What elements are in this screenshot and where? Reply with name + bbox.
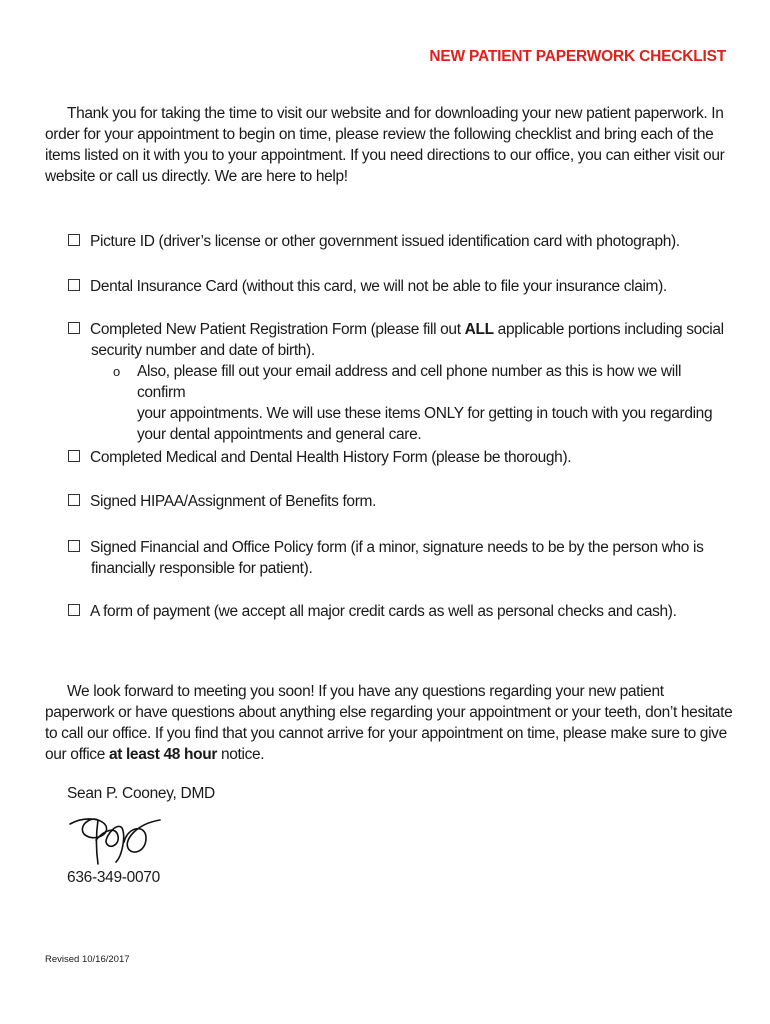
checklist-item-hipaa [68, 491, 733, 512]
checkbox-icon [68, 540, 80, 552]
checklist-item-label: A form of payment (we accept all major credit cards as well as personal checks and cash). [90, 603, 677, 620]
checklist-item-health-history [68, 447, 733, 468]
checkbox-icon [68, 322, 80, 334]
closing-paragraph: We look forward to meeting you soon! If you have any questions regarding your new patient paperwork or have questions about anything else regarding your appointment or your teeth, don’t hesitate to call our office. If you find that you cannot arrive for your appointment on time, please make sure to give our office at least 48 hour notice. [45, 683, 733, 763]
emphasis-all: ALL [464, 321, 494, 338]
phone-number: 636-349-0070 [67, 869, 160, 886]
intro-paragraph [45, 103, 735, 187]
intro-text: Thank you for taking the time to visit our website and for downloading your new patient paperwork. In order for your appointment to begin on time, please review the following checklist and bring each of the items listed on it with you to your appointment. If you need directions to our office, you can either visit our website or call us directly. We are here to help! [45, 105, 725, 185]
revised-date: Revised 10/16/2017 [45, 954, 130, 965]
checklist-item-label: Signed HIPAA/Assignment of Benefits form. [90, 493, 377, 510]
checklist-item-financial-policy: Signed Financial and Office Policy form (if a minor, signature needs to be by the person who is financially responsible for patient). [68, 537, 733, 579]
checklist-item-label: Completed Medical and Dental Health History Form (please be thorough). [90, 449, 572, 466]
checklist-item-label: Dental Insurance Card (without this card, we will not be able to file your insurance claim). [90, 278, 667, 295]
emphasis-48-hour: at least 48 hour [108, 746, 218, 763]
checkbox-icon [68, 450, 80, 462]
checkbox-icon [68, 604, 80, 616]
checklist-item-insurance-card [68, 276, 733, 297]
checklist-item-payment [68, 601, 733, 622]
handwritten-signature [62, 812, 172, 870]
checklist-item-registration-form: Completed New Patient Registration Form (please fill out ALL applicable portions including social security number and date of birth). [68, 319, 733, 361]
checklist-item-picture-id [68, 231, 733, 252]
checkbox-icon [68, 494, 80, 506]
signer-name: Sean P. Cooney, DMD [67, 785, 215, 802]
checklist-item-label: Picture ID (driver’s license or other government issued identification card with photograph). [90, 233, 680, 250]
page-title: NEW PATIENT PAPERWORK CHECKLIST [429, 48, 726, 65]
checkbox-icon [68, 234, 80, 246]
checkbox-icon [68, 279, 80, 291]
document-page: NEW PATIENT PAPERWORK CHECKLIST Thank you for taking the time to visit our website and for downloading your new patient paperwork. In order for your appointment to begin on time, please review the following checklist and bring each of the items listed on it with you to your appointment. If you need directions to our office, you can either visit our website or call us directly. We are here to help! Picture ID (driver’s license or other government issued identification card with photograph). Dental Insurance Card (without this card, we will not be able to file your insurance claim). Completed New Patient Registration Form (please fill out ALL applicable portions including social security number and date of birth). o Also, please fill out your email address and cell phone number as this is how we will confirm your appointments. We will use these items ONLY for getting in touch with you regarding your dental appointments and general care. Completed Medical and Dental Health History Form (please be thorough). Signed HIPAA/Assignment of Benefits form. Signed Financial and Office Policy form (if a minor, signature needs to be by the person who is financially responsible for patient). A form of payment (we accept all major credit cards as well as personal checks and cash). We look forward to meeting you soon! If you have any questions regarding your new patient paperwork or have questions about anything else regarding your appointment or your teeth, don’t hesitate to call our office. If you find that you cannot arrive for your appointment on time, please make sure to give our office at least 48 hour notice. Sean P. Cooney, DMD 636-349-0070 Revised 10/16/2017 [0, 0, 770, 1024]
circle-bullet-icon: o [113, 364, 120, 379]
